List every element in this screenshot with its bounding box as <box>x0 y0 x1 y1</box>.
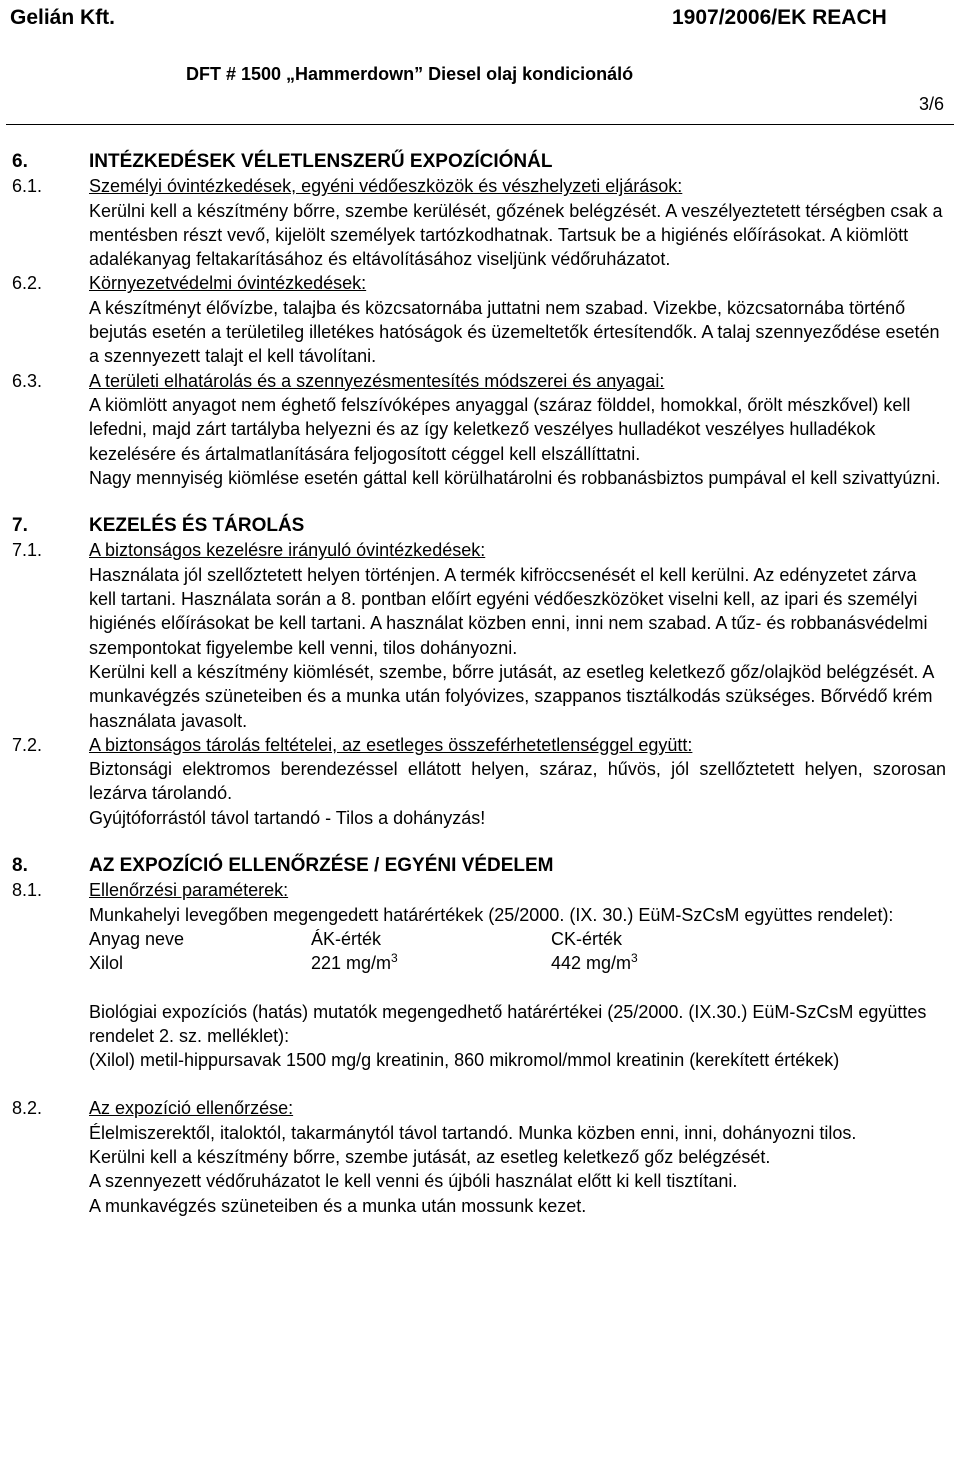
subsection-heading: Az expozíció ellenőrzése: <box>89 1098 294 1119</box>
paragraph: A kiömlött anyagot nem éghető felszívóképes anyaggal (száraz földdel, homokkal, őrölt mészkővel) kell lefedni, majd zárt tartályba helyezni és az így keletkező veszélyes hulladékot veszélyes hulladékok kezelésére és ártalmatlanítására feljogosított céggel kell elszállíttatni. <box>89 394 911 464</box>
paragraph: Biztonsági elektromos berendezéssel ellátott helyen, száraz, hűvös, jól szellőztetett helyen, szorosan lezárva tárolandó. <box>89 759 946 804</box>
paragraph: Gyújtóforrástól távol tartandó - Tilos a dohányzás! <box>89 807 486 828</box>
page-number: 3/6 <box>918 94 944 114</box>
document-body <box>0 150 960 1218</box>
table-header-row <box>89 927 638 951</box>
subsection-6-2 <box>0 271 960 368</box>
subsection-heading: A területi elhatárolás és a szennyezésmentesítés módszerei és anyagai: <box>89 370 665 391</box>
table-cell-ak: 221 $mg/m^3$ <box>311 951 398 974</box>
section-6-heading <box>0 150 960 174</box>
paragraph: A munkavégzés szüneteiben és a munka után mossunk kezet. <box>89 1195 587 1216</box>
subsection-heading: Ellenőrzési paraméterek: <box>89 880 289 901</box>
paragraph: Kerülni kell a készítmény bőrre, szembe jutását, az esetleg keletkező gőz belégzését. <box>89 1146 771 1167</box>
header-rule <box>6 124 954 125</box>
table-header-cell: Anyag neve <box>89 928 185 949</box>
paragraph: A szennyezett védőruházatot le kell venni és újbóli használat előtt ki kell tisztítani. <box>89 1171 738 1192</box>
table-cell-ck: 442 $mg/m^3$ <box>551 951 638 974</box>
paragraph: (Xilol) metil-hippursavak 1500 mg/g kreatinin, 860 mikromol/mmol kreatinin (kerekített értékek) <box>89 1050 840 1071</box>
header-regulation: 1907/2006/EK REACH <box>672 6 887 29</box>
subsection-6-3 <box>0 369 960 490</box>
paragraph: A készítményt élővízbe, talajba és közcsatornába juttatni nem szabad. Vizekbe, közcsatornába történő bejutás esetén a területileg illetékes hatóságok és üzemeltetők értesítendők. A talaj szennyeződése esetén a szennyezett talajt el kell távolítani. <box>89 297 940 367</box>
subsection-number: 8.1. <box>12 880 43 901</box>
subsection-number: 6.2. <box>12 273 43 294</box>
section-title: KEZELÉS ÉS TÁROLÁS <box>89 515 305 537</box>
paragraph: Kerülni kell a készítmény bőrre, szembe kerülését, gőzének belégzését. A veszélyeztetett térségben csak a mentésben részt vevő, kijelölt személyek tartózkodhatnak. Tartsuk be a higiénés előírásokat. A kiömlött adalékanyag feltakarításához és eltávolításához viseljünk védőruházatot. <box>89 200 943 270</box>
table-header-cell: ÁK-érték <box>311 928 382 949</box>
section-number: 8. <box>12 855 28 877</box>
subsection-heading: A biztonságos kezelésre irányuló óvintézkedések: <box>89 540 486 561</box>
header-company: Gelián Kft. <box>10 6 116 29</box>
subsection-8-1 <box>0 878 960 1072</box>
paragraph: Használata jól szellőztetett helyen történjen. A termék kifröccsenését el kell kerülni. Az edényzetet zárva kell tartani. Használata során a 8. pontban előírt egyéni védőeszközöket viselni kell, az ipari és személyi higiénés előírásokat be kell tartani. A használat közben enni, inni nem szabad. A tűz- és robbanásvédelmi szempontokat figyelembe kell venni, tilos dohányozni. <box>89 564 928 658</box>
subsection-6-1 <box>0 174 960 271</box>
subsection-7-1 <box>0 538 960 732</box>
section-7-heading <box>0 514 960 538</box>
section-title: INTÉZKEDÉSEK VÉLETLENSZERŰ EXPOZÍCIÓNÁL <box>89 151 553 172</box>
subsection-number: 7.1. <box>12 540 43 561</box>
subsection-number: 6.1. <box>12 176 43 197</box>
paragraph: Kerülni kell a készítmény kiömlését, szembe, bőrre jutását, az esetleg keletkező gőz/olajköd belégzését. A munkavégzés szüneteiben és a munka után folyóvizes, szappanos tisztálkodás szükséges. Bőrvédő krém használata javasolt. <box>89 661 934 731</box>
paragraph: Munkahelyi levegőben megengedett határértékek (25/2000. (IX. 30.) EüM-SzCsM együttes rendelet): <box>89 904 894 925</box>
paragraph: Biológiai expozíciós (hatás) mutatók megengedhető határértékei (25/2000. (IX.30.) EüM-SzCsM együttes rendelet 2. sz. melléklet): <box>89 1001 927 1046</box>
exposure-limits-table <box>89 927 638 976</box>
subsection-7-2 <box>0 733 960 830</box>
subsection-number: 6.3. <box>12 370 43 391</box>
subsection-8-2 <box>0 1096 960 1217</box>
section-8-heading <box>0 854 960 878</box>
subsection-number: 8.2. <box>12 1098 43 1119</box>
subsection-heading: A biztonságos tárolás feltételei, az esetleges összeférhetetlenséggel együtt: <box>89 734 693 755</box>
subsection-heading: Környezetvédelmi óvintézkedések: <box>89 273 367 294</box>
subsection-heading: Személyi óvintézkedések, egyéni védőeszközök és vészhelyzeti eljárások: <box>89 176 683 197</box>
paragraph: Nagy mennyiség kiömlése esetén gáttal kell körülhatárolni és robbanásbiztos pumpával el kell szivattyúzni. <box>89 467 941 488</box>
section-number: 7. <box>12 515 28 537</box>
section-title: AZ EXPOZÍCIÓ ELLENŐRZÉSE / EGYÉNI VÉDELEM <box>89 855 554 877</box>
table-cell-name: Xilol <box>89 953 124 974</box>
paragraph: Élelmiszerektől, italoktól, takarmánytól távol tartandó. Munka közben enni, inni, dohányozni tilos. <box>89 1122 857 1143</box>
table-row <box>89 951 638 975</box>
subsection-number: 7.2. <box>12 734 43 755</box>
section-number: 6. <box>12 151 28 172</box>
table-header-cell: CK-érték <box>551 928 623 949</box>
header-product-name: DFT # 1500 „Hammerdown” Diesel olaj kondicionáló <box>186 64 634 84</box>
